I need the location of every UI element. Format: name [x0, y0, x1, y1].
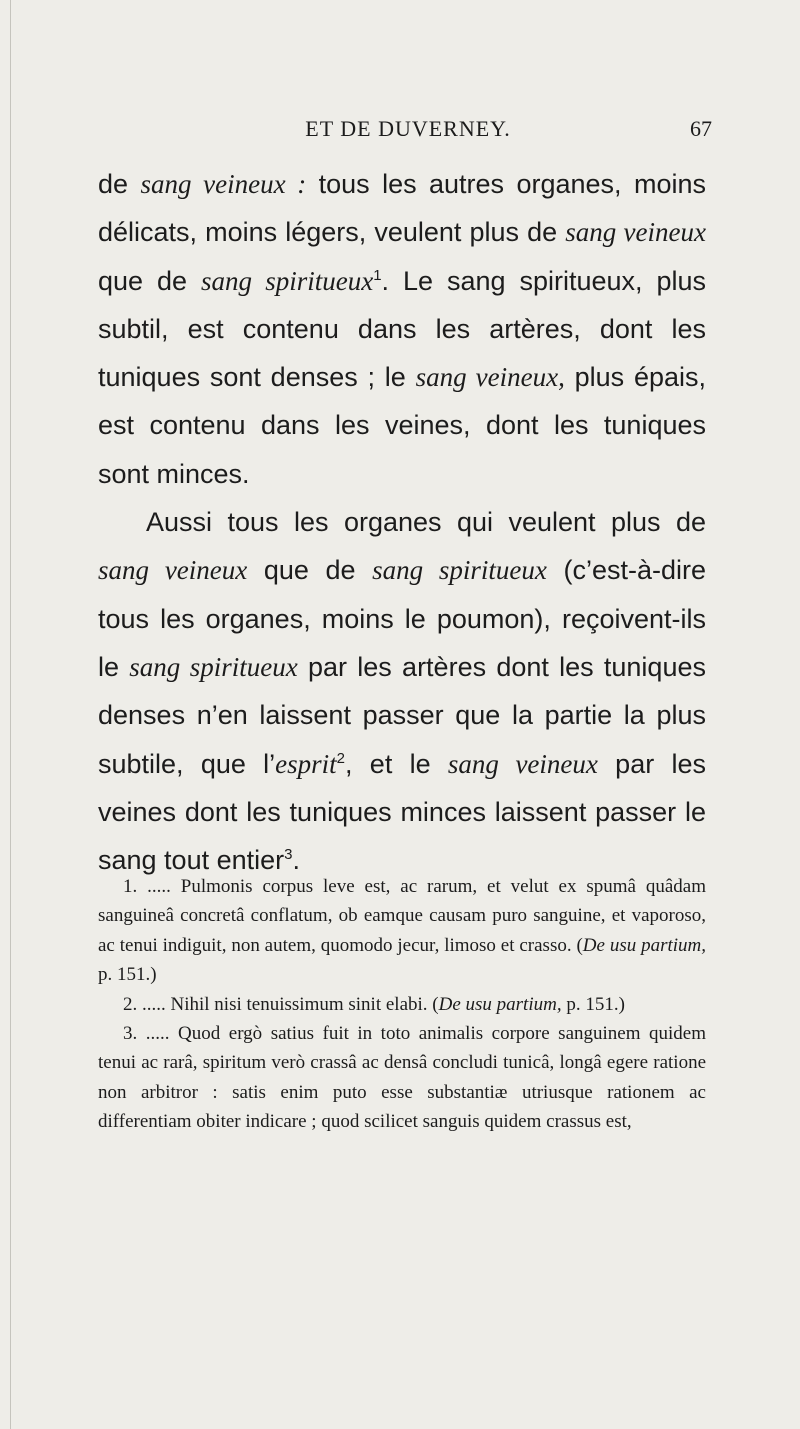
- footnote-ref-2: 2: [336, 749, 346, 767]
- footnote-3: [98, 1019, 706, 1137]
- italic-term: sang veineux: [565, 217, 706, 248]
- footnote-ref-1: 1: [373, 266, 382, 284]
- footnote-text: p. 151.): [561, 993, 625, 1015]
- footnote-text: p. 151.): [98, 964, 157, 986]
- footnotes: [98, 872, 706, 1137]
- text-run: Aussi tous les organes qui veulent plus de: [146, 507, 706, 538]
- text-run: que de: [247, 555, 373, 586]
- gutter-edge: [10, 0, 11, 1429]
- text-run: de: [98, 169, 141, 199]
- text-run: tous les autres organes, moins délicats, moins légers, veulent plus de: [98, 169, 706, 248]
- text-run: plus épais, est contenu dans les veines, dont les tuniques sont minces.: [98, 362, 706, 489]
- italic-term: sang veineux,: [415, 362, 565, 393]
- text-run: . Le sang spiritueux, plus subtil, est contenu dans les artères, dont les tuniques sont denses ; le: [98, 265, 706, 393]
- footnote-citation: De usu partium,: [582, 934, 706, 956]
- running-header: [0, 116, 800, 146]
- footnote-text: 1. ..... Pulmonis corpus leve est, ac rarum, et velut ex spumâ quâdam sanguineâ concretâ conflatum, ob eamque causam puro sanguine, et vaporoso, ac tenui indiguit, non autem, quomodo jecur, limoso et crasso. (: [98, 876, 706, 956]
- italic-term: sang veineux :: [140, 169, 307, 199]
- paragraph-1: [98, 160, 706, 498]
- text-run: (c’est-à-dire tous les organes, moins le poumon), reçoivent-ils le: [98, 555, 706, 682]
- page-number: 67: [690, 116, 712, 141]
- italic-term: sang spiritueux: [372, 555, 547, 586]
- text-run: .: [292, 845, 300, 876]
- footnote-ref-3: 3: [284, 846, 293, 864]
- footnote-2: [98, 990, 706, 1019]
- running-title: ET DE DUVERNEY.: [305, 116, 511, 141]
- paragraph-2: [98, 498, 706, 884]
- text-run: , et le: [345, 748, 448, 779]
- text-run: que de: [98, 265, 201, 296]
- italic-term: sang veineux: [98, 555, 248, 586]
- italic-term: sang spiritueux: [129, 651, 298, 682]
- footnote-citation: De usu partium,: [438, 993, 562, 1015]
- footnote-text: 3. ..... Quod ergò satius fuit in toto animalis corpore sanguinem quidem tenui ac rarâ, spiritum verò crassâ ac densâ concludi tunicâ, longâ egere ratione non arbitror : satis enim puto esse substantiæ utriusque rationem ac differentiam obiter indicare ; quod scilicet sanguis quidem crassus est,: [98, 1023, 706, 1133]
- main-text: [98, 160, 706, 884]
- footnote-text: 2. ..... Nihil nisi tenuissimum sinit elabi. (: [123, 993, 439, 1015]
- italic-term: sang spiritueux: [200, 265, 374, 296]
- text-run: par les veines dont les tuniques minces laissent passer le sang tout entier: [98, 748, 706, 876]
- footnote-1: [98, 872, 706, 990]
- italic-term: esprit: [275, 748, 337, 779]
- italic-term: sang veineux: [447, 748, 598, 779]
- text-run: par les artères dont les tuniques denses n’en laissent passer que la partie la plus subtile, que l’: [98, 651, 706, 779]
